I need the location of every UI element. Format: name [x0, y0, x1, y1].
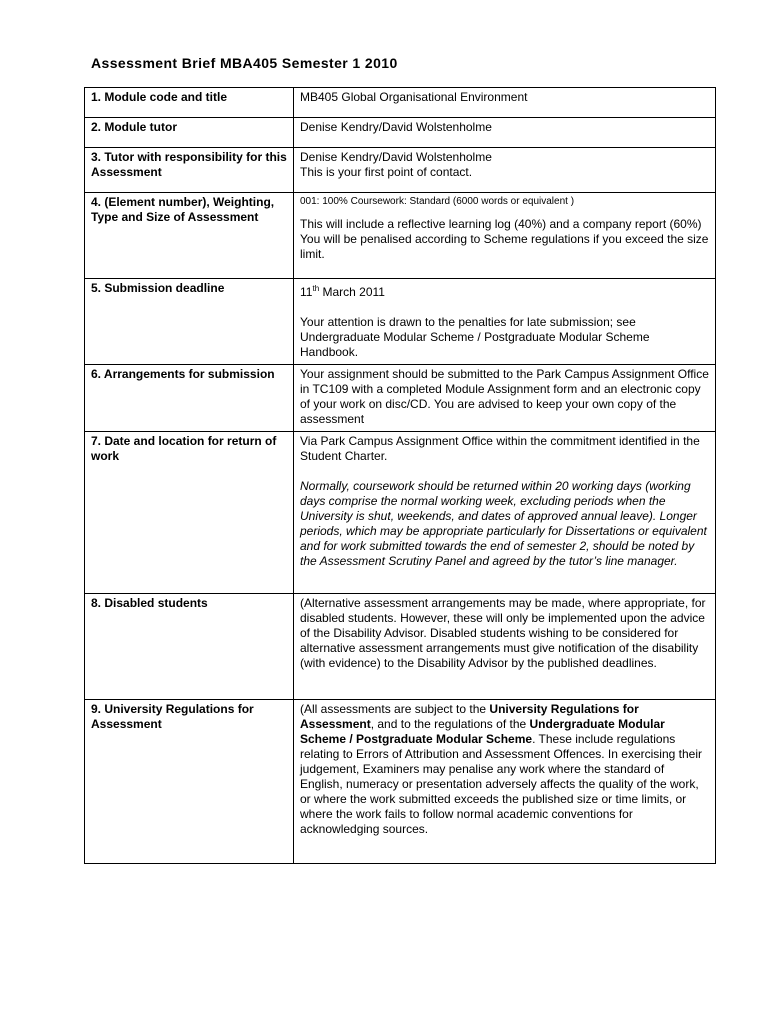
row-value-deadline — [294, 279, 716, 365]
row-value-module-tutor: Denise Kendry/David Wolstenholme — [294, 118, 716, 148]
regulations-bold-term: University Regulations for Assessment — [300, 702, 639, 731]
deadline-date — [300, 281, 710, 300]
row-value-return-of-work — [294, 432, 716, 594]
regulations-text-part: , and to the regulations of the — [370, 717, 530, 731]
deadline-day: 11 — [300, 285, 313, 299]
first-point-of-contact-note: This is your first point of contact. — [300, 165, 473, 179]
row-value-responsible-tutor — [294, 148, 716, 193]
row-value-module-code: MB405 Global Organisational Environment — [294, 88, 716, 118]
table-row — [85, 594, 716, 700]
table-row — [85, 193, 716, 279]
return-location-text: Via Park Campus Assignment Office within the commitment identified in the Student Charter. — [300, 434, 700, 463]
spacer — [300, 300, 710, 315]
row-value-disabled-students: (Alternative assessment arrangements may be made, where appropriate, for disabled students. However, these will only be implemented upon the advice of the Disability Advisor. Disabled students wishing to be considered for alternative assessment arrangements must give notification of the disability (with evidence) to the Disability Advisor by the published deadlines. — [294, 594, 716, 700]
table-row — [85, 118, 716, 148]
row-label-responsible-tutor: 3. Tutor with responsibility for this Assessment — [85, 148, 294, 193]
document-title: Assessment Brief MBA405 Semester 1 2010 — [91, 55, 398, 71]
deadline-day-suffix: th — [312, 284, 320, 293]
regulations-text-part: (All assessments are subject to the — [300, 702, 490, 716]
row-label-disabled-students: 8. Disabled students — [85, 594, 294, 700]
table-row — [85, 700, 716, 864]
size-limit-warning: You will be penalised according to Scheme regulations if you exceed the size limit. — [300, 232, 709, 261]
table-row — [85, 432, 716, 594]
coursework-weighting-line: 001: 100% Coursework: Standard (6000 words or equivalent ) — [300, 196, 575, 207]
row-label-return-of-work: 7. Date and location for return of work — [85, 432, 294, 594]
spacer — [300, 208, 710, 217]
row-label-module-tutor: 2. Module tutor — [85, 118, 294, 148]
row-value-element — [294, 193, 716, 279]
row-label-submission-arrangements: 6. Arrangements for submission — [85, 365, 294, 432]
assessment-brief-table — [84, 87, 716, 864]
responsible-tutor-name: Denise Kendry/David Wolstenholme — [300, 150, 492, 164]
table-row — [85, 148, 716, 193]
late-submission-note: Your attention is drawn to the penalties for late submission; see Undergraduate Modular Scheme / Postgraduate Modular Scheme Handbook. — [300, 315, 650, 359]
scheme-bold-term: Undergraduate Modular Scheme / Postgraduate Modular Scheme — [300, 717, 665, 746]
deadline-month-year: March 2011 — [319, 285, 385, 299]
row-label-module-code: 1. Module code and title — [85, 88, 294, 118]
table-row — [85, 365, 716, 432]
row-label-university-regulations: 9. University Regulations for Assessment — [85, 700, 294, 864]
row-label-element: 4. (Element number), Weighting, Type and Size of Assessment — [85, 193, 294, 279]
table-row — [85, 279, 716, 365]
table-row — [85, 88, 716, 118]
spacer — [300, 464, 710, 479]
assessment-composition-text: This will include a reflective learning log (40%) and a company report (60%) — [300, 217, 702, 231]
regulations-text-part: . These include regulations relating to Errors of Attribution and Assessment Offences. In exercising their judgement, Examiners may penalise any work where the standard of English, numeracy or presentation adversely affects the quality of the work, or where the work submitted exceeds the published size or time limits, or where the work fails to follow normal academic conventions for acknowledging sources. — [300, 732, 702, 836]
return-timeframe-text: Normally, coursework should be returned within 20 working days (working days comprise the normal working week, excluding periods when the University is shut, weekends, and dates of approved annual leave). Longer periods, which may be appropriate particularly for Dissertations or equivalent and for work submitted towards the end of semester 2, should be noted by the Assessment Scrutiny Panel and agreed by the tutor’s line manager. — [300, 479, 707, 568]
row-value-university-regulations — [294, 700, 716, 864]
row-value-submission-arrangements: Your assignment should be submitted to the Park Campus Assignment Office in TC109 with a completed Module Assignment form and an electronic copy of your work on disc/CD. You are advised to keep your own copy of the assessment — [294, 365, 716, 432]
row-label-deadline: 5. Submission deadline — [85, 279, 294, 365]
